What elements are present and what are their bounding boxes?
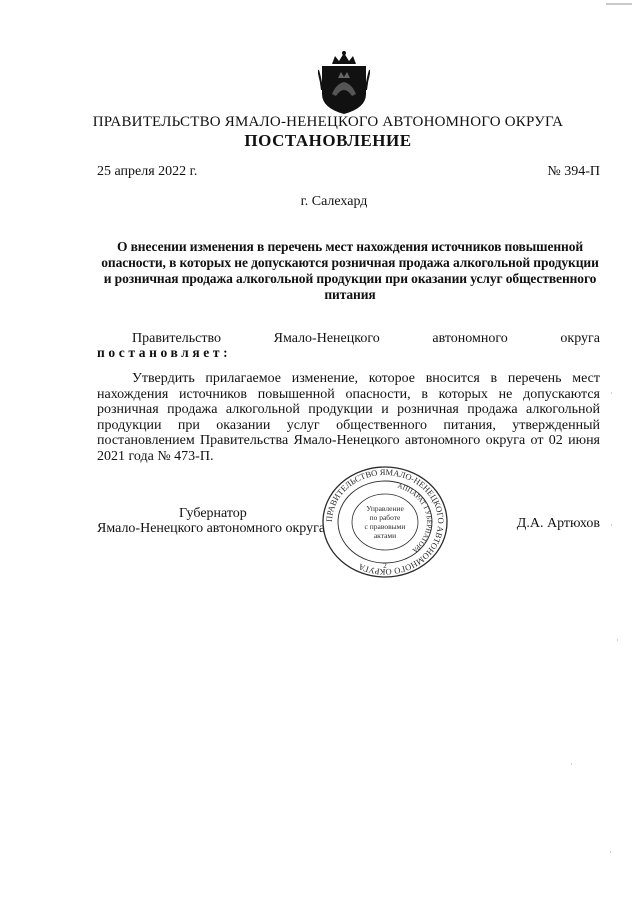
- scan-speck: [610, 851, 611, 853]
- preamble-word: автономного: [432, 331, 508, 346]
- coat-of-arms-icon: [318, 50, 370, 116]
- document-date: 25 апреля 2022 г.: [97, 164, 198, 179]
- document-city: г. Салехард: [300, 194, 368, 209]
- signatory-role-line: Ямало-Ненецкого автономного округа: [97, 521, 326, 536]
- preamble-word: Ямало-Ненецкого: [273, 331, 380, 346]
- document-type: ПОСТАНОВЛЕНИЕ: [244, 131, 412, 150]
- stamp-center-line: по работе: [369, 513, 401, 522]
- stamp-ring-text: ПРАВИТЕЛЬСТВО ЯМАЛО-НЕНЕЦКОГО АВТОНОМНОГО ОКРУГА: [323, 466, 447, 578]
- document-heading: О внесении изменения в перечень мест нахождения источников повышенной опасности, в которых не допускаются розничная продажа алкогольной продукции и розничная продажа алкогольной продукции при оказании услуг общественного питания: [101, 239, 599, 302]
- scan-artifact: [606, 3, 632, 5]
- decrees-word: постановляет:: [97, 345, 232, 360]
- scan-speck: [571, 763, 572, 765]
- preamble-word: округа: [560, 331, 600, 346]
- preamble-word: Правительство: [132, 331, 221, 346]
- stamp-center-line: актами: [373, 531, 397, 540]
- signatory-name: Д.А. Артюхов: [516, 516, 600, 531]
- body-paragraph: Утвердить прилагаемое изменение, которое вносится в перечень мест нахождения источников повышенной опасности, в которых не допускаются розничная продажа алкогольной продукции и розничная продажа алкогольной продукции при оказании услуг общественного питания, утвержденный постановлением Правительства Ямало-Ненецкого автономного округа от 02 июня 2021 года № 473-П.: [97, 371, 600, 464]
- government-title: ПРАВИТЕЛЬСТВО ЯМАЛО-НЕНЕЦКОГО АВТОНОМНОГО ОКРУГА: [92, 114, 564, 130]
- scan-speck: [611, 392, 612, 394]
- signatory-role: [97, 506, 337, 536]
- stamp-center-line: Управление: [366, 504, 404, 513]
- scan-speck: [617, 639, 618, 641]
- scan-speck: [611, 524, 612, 526]
- document-number: № 394-П: [547, 164, 600, 179]
- official-stamp: [318, 465, 452, 579]
- stamp-inner-ring-text: АППАРАТ ГУБЕРНАТОРА: [396, 481, 434, 555]
- stamp-number: 2: [383, 562, 387, 570]
- stamp-center-line: с правовыми: [364, 522, 406, 531]
- signatory-role-line: Губернатор: [179, 506, 247, 521]
